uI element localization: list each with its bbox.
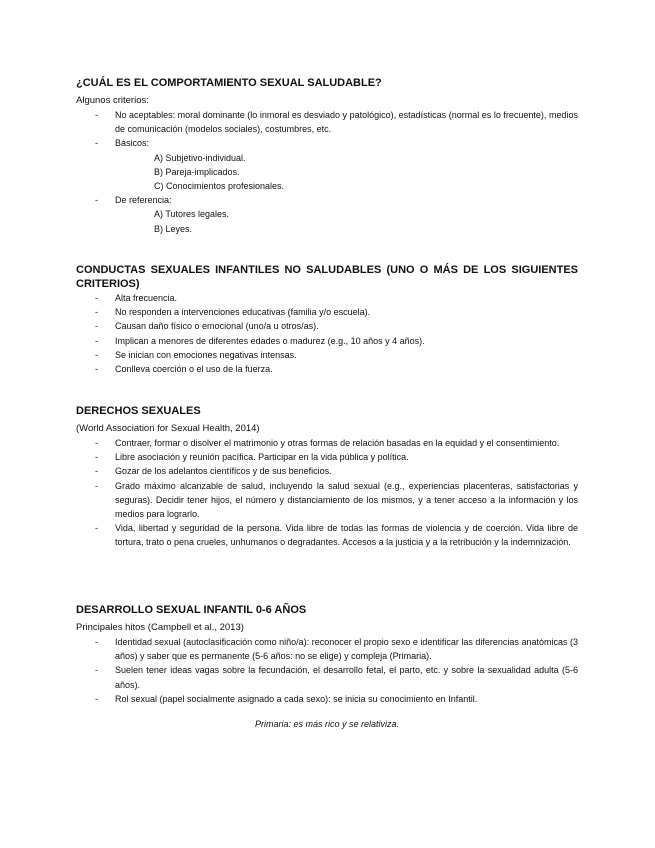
list-item: - Alta frecuencia.	[76, 291, 578, 305]
section-intro: Algunos criterios:	[76, 95, 149, 106]
section-title: ¿CUÁL ES EL COMPORTAMIENTO SEXUAL SALUDABLE?	[76, 77, 382, 89]
list-item: - Libre asociación y reunión pacífica. Participar en la vida pública y política.	[76, 450, 578, 464]
list-item: - Implican a menores de diferentes edades o madurez (e.g., 10 años y 4 años).	[76, 334, 578, 348]
section-healthy-behavior	[76, 76, 578, 236]
sub-list	[115, 207, 578, 235]
list-item	[76, 136, 578, 193]
section-unhealthy-behaviors	[76, 263, 578, 376]
sub-list-item: C) Conocimientos profesionales.	[154, 181, 285, 192]
section-sexual-rights	[76, 404, 578, 550]
criteria-list	[76, 108, 578, 236]
sub-list	[115, 151, 578, 194]
list-item: - Se inician con emociones negativas intensas.	[76, 348, 578, 362]
list-item	[76, 193, 578, 236]
sub-list-item: B) Pareja-implicados.	[154, 166, 240, 177]
sub-list-item: B) Leyes.	[154, 223, 193, 234]
rights-list	[76, 436, 578, 550]
list-item: - Contraer, formar o disolver el matrimonio y otras formas de relación basadas en la equidad y el consentimiento.	[76, 436, 578, 450]
list-item: - Suelen tener ideas vagas sobre la fecundación, el desarrollo fetal, el parto, etc. y sobre la sexualidad adulta (5-6 años).	[76, 663, 578, 691]
list-item-label: Básicos:	[115, 138, 150, 149]
list-item-label: De referencia:	[115, 195, 172, 206]
list-item: - Grado máximo alcanzable de salud, incluyendo la salud sexual (e.g., experiencias placenteras, satisfactorias y seguras). Decidir tener hijos, el número y distanciamiento de los mismos, y a tener acceso a la información y los medios para lograrlo.	[76, 479, 578, 522]
list-item: - Conlleva coerción o el uso de la fuerza.	[76, 362, 578, 376]
list-item: - Rol sexual (papel socialmente asignado a cada sexo): se inicia su conocimiento en Infantil.	[76, 692, 578, 706]
section-title: DERECHOS SEXUALES	[76, 405, 201, 417]
section-title: CONDUCTAS SEXUALES INFANTILES NO SALUDABLES (UNO O MÁS DE LOS SIGUIENTES CRITERIOS)	[76, 264, 578, 290]
list-item: - Gozar de los adelantos científicos y de sus beneficios.	[76, 464, 578, 478]
criteria-list	[76, 291, 578, 376]
list-item: - No responden a intervenciones educativas (familia y/o escuela).	[76, 305, 578, 319]
section-intro: Principales hitos (Campbell et al., 2013)	[76, 622, 244, 633]
section-intro: (World Association for Sexual Health, 2014)	[76, 423, 260, 434]
italic-note: Primaria: es más rico y se relativiza.	[254, 719, 400, 730]
sub-list-item: A) Subjetivo-individual.	[154, 152, 246, 163]
sub-list-item: A) Tutores legales.	[154, 209, 230, 220]
list-item: - Identidad sexual (autoclasificación como niño/a): reconocer el propio sexo e identificar las diferencias anatómicas (3 años) y saber que es permanente (5-6 años: no se elige) y compleja (Primaria).	[76, 635, 578, 663]
list-item: - Vida, libertad y seguridad de la persona. Vida libre de todas las formas de violencia y de coerción. Vida libre de tortura, trato o pena crueles, unhumanos o degradantes. Accesos a la justicia y a la retribución y la indemnización.	[76, 521, 578, 549]
milestones-list	[76, 635, 578, 706]
list-item: - Causan daño físico o emocional (uno/a u otros/as).	[76, 319, 578, 333]
section-child-development	[76, 603, 578, 731]
section-title: DESARROLLO SEXUAL INFANTIL 0-6 AÑOS	[76, 604, 307, 616]
list-item: - No aceptables: moral dominante (lo inmoral es desviado y patológico), estadísticas (normal es lo frecuente), medios de comunicación (modelos sociales), costumbres, etc.	[76, 108, 578, 136]
